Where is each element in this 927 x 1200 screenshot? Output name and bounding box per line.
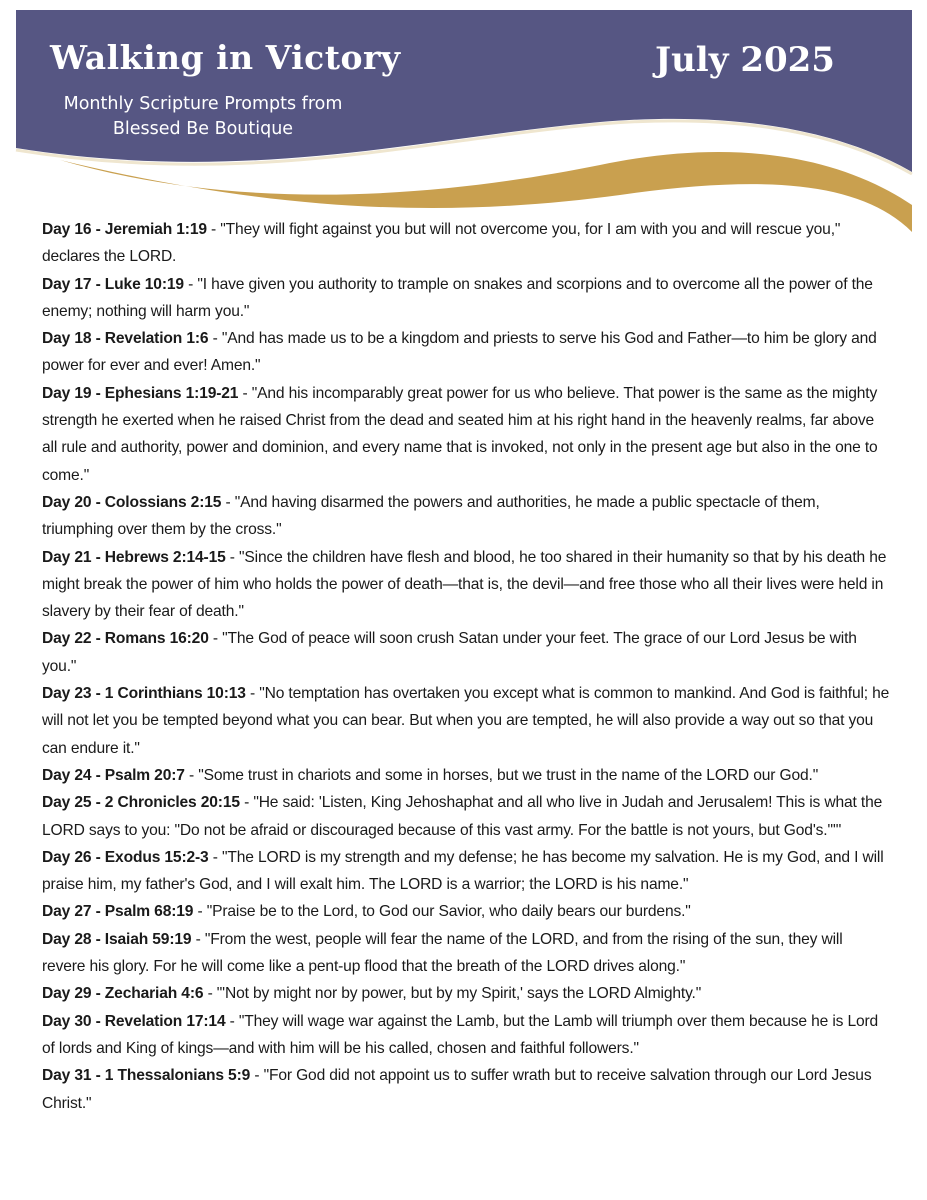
scripture-entry bbox=[42, 544, 890, 626]
scripture-reference: Day 25 - 2 Chronicles 20:15 bbox=[42, 794, 240, 812]
page-title: Walking in Victory bbox=[50, 38, 401, 77]
scripture-reference: Day 19 - Ephesians 1:19-21 bbox=[42, 384, 239, 402]
scripture-entry bbox=[42, 380, 890, 489]
scripture-reference: Day 26 - Exodus 15:2-3 bbox=[42, 848, 209, 866]
scripture-text: - "From the west, people will fear the name of the LORD, and from the rising of the sun, they will revere his glory. For he will come like a pent-up flood that the breath of the LORD drives along." bbox=[42, 930, 843, 976]
scripture-text: - "No temptation has overtaken you except what is common to mankind. And God is faithful; he will not let you be tempted beyond what you can bear. But when you are tempted, he will also provide a way out so that you can endure it." bbox=[42, 685, 890, 757]
scripture-text: - "Some trust in chariots and some in horses, but we trust in the name of the LORD our God." bbox=[184, 766, 819, 784]
scripture-entry bbox=[42, 844, 890, 899]
scripture-entry bbox=[42, 762, 890, 789]
scripture-entry bbox=[42, 898, 890, 925]
scripture-entry bbox=[42, 489, 890, 544]
scripture-text: - "And his incomparably great power for us who believe. That power is the same as the mighty strength he exerted when he raised Christ from the dead and seated him at his right hand in the heavenly realms, far above all rule and authority, power and dominion, and every name that is invoked, not only in the present age but also in the one to come." bbox=[42, 384, 878, 484]
scripture-text: - "'Not by might nor by power, but by my Spirit,' says the LORD Almighty." bbox=[203, 985, 702, 1003]
scripture-entry bbox=[42, 625, 890, 680]
scripture-reference: Day 31 - 1 Thessalonians 5:9 bbox=[42, 1067, 251, 1085]
scripture-entry bbox=[42, 216, 890, 271]
scripture-text: - "The God of peace will soon crush Satan under your feet. The grace of our Lord Jesus be with you." bbox=[42, 630, 857, 675]
scripture-entry bbox=[42, 1062, 890, 1117]
scripture-entry bbox=[42, 271, 890, 326]
scripture-reference: Day 30 - Revelation 17:14 bbox=[42, 1012, 226, 1030]
scripture-entry bbox=[42, 1008, 890, 1063]
scripture-entry bbox=[42, 325, 890, 380]
scripture-list bbox=[42, 216, 890, 1117]
scripture-reference: Day 16 - Jeremiah 1:19 bbox=[42, 221, 207, 238]
scripture-entry bbox=[42, 926, 890, 981]
scripture-text: - "And having disarmed the powers and authorities, he made a public spectacle of them, triumphing over them by the cross." bbox=[42, 493, 820, 539]
scripture-reference: Day 20 - Colossians 2:15 bbox=[42, 493, 222, 511]
scripture-text: - "Since the children have flesh and blood, he too shared in their humanity so that by his death he might break the power of him who holds the power of death—that is, the devil—and free those who all their lives were held in slavery by their fear of death." bbox=[42, 548, 887, 621]
page-subtitle bbox=[44, 92, 362, 142]
scripture-text: - "They will wage war against the Lamb, but the Lamb will triumph over them because he is Lord of lords and King of kings—and with him will be his called, chosen and faithful followers." bbox=[42, 1012, 879, 1057]
scripture-text: - "They will fight against you but will not overcome you, for I am with you and will rescue you," declares the LORD. bbox=[42, 221, 841, 266]
scripture-entry bbox=[42, 789, 890, 844]
scripture-reference: Day 18 - Revelation 1:6 bbox=[42, 330, 209, 348]
scripture-text: - "He said: 'Listen, King Jehoshaphat and all who live in Judah and Jerusalem! This is what the LORD says to you: "Do not be afraid or discouraged because of this vast army. For the battle is not yours, but God's."'" bbox=[42, 794, 883, 839]
scripture-entry bbox=[42, 680, 890, 762]
subtitle-line: Blessed Be Boutique bbox=[112, 119, 294, 139]
purple-band bbox=[16, 10, 912, 172]
scripture-text: - "I have given you authority to trample on snakes and scorpions and to overcome all the power of the enemy; nothing will harm you." bbox=[42, 275, 873, 320]
scripture-entry bbox=[42, 980, 890, 1007]
month-label: July 2025 bbox=[655, 40, 835, 80]
scripture-reference: Day 23 - 1 Corinthians 10:13 bbox=[42, 685, 246, 703]
scripture-reference: Day 27 - Psalm 68:19 bbox=[42, 903, 194, 921]
scripture-reference: Day 22 - Romans 16:20 bbox=[42, 630, 209, 648]
scripture-text: - "The LORD is my strength and my defense; he has become my salvation. He is my God, and I will praise him, my father's God, and I will exalt him. The LORD is a warrior; the LORD is his name." bbox=[42, 848, 884, 894]
scripture-reference: Day 24 - Psalm 20:7 bbox=[42, 766, 185, 784]
scripture-reference: Day 29 - Zechariah 4:6 bbox=[42, 985, 204, 1003]
scripture-reference: Day 17 - Luke 10:19 bbox=[42, 275, 184, 293]
scripture-text: - "Praise be to the Lord, to God our Savior, who daily bears our burdens." bbox=[193, 903, 691, 921]
scripture-text: - "For God did not appoint us to suffer wrath but to receive salvation through our Lord Jesus Christ." bbox=[42, 1067, 872, 1112]
scripture-reference: Day 28 - Isaiah 59:19 bbox=[42, 930, 192, 948]
subtitle-line: Monthly Scripture Prompts from bbox=[63, 94, 343, 114]
scripture-reference: Day 21 - Hebrews 2:14-15 bbox=[42, 548, 226, 566]
scripture-text: - "And has made us to be a kingdom and priests to serve his God and Father—to him be glory and power for ever and ever! Amen." bbox=[42, 330, 877, 375]
header-banner bbox=[0, 0, 927, 240]
